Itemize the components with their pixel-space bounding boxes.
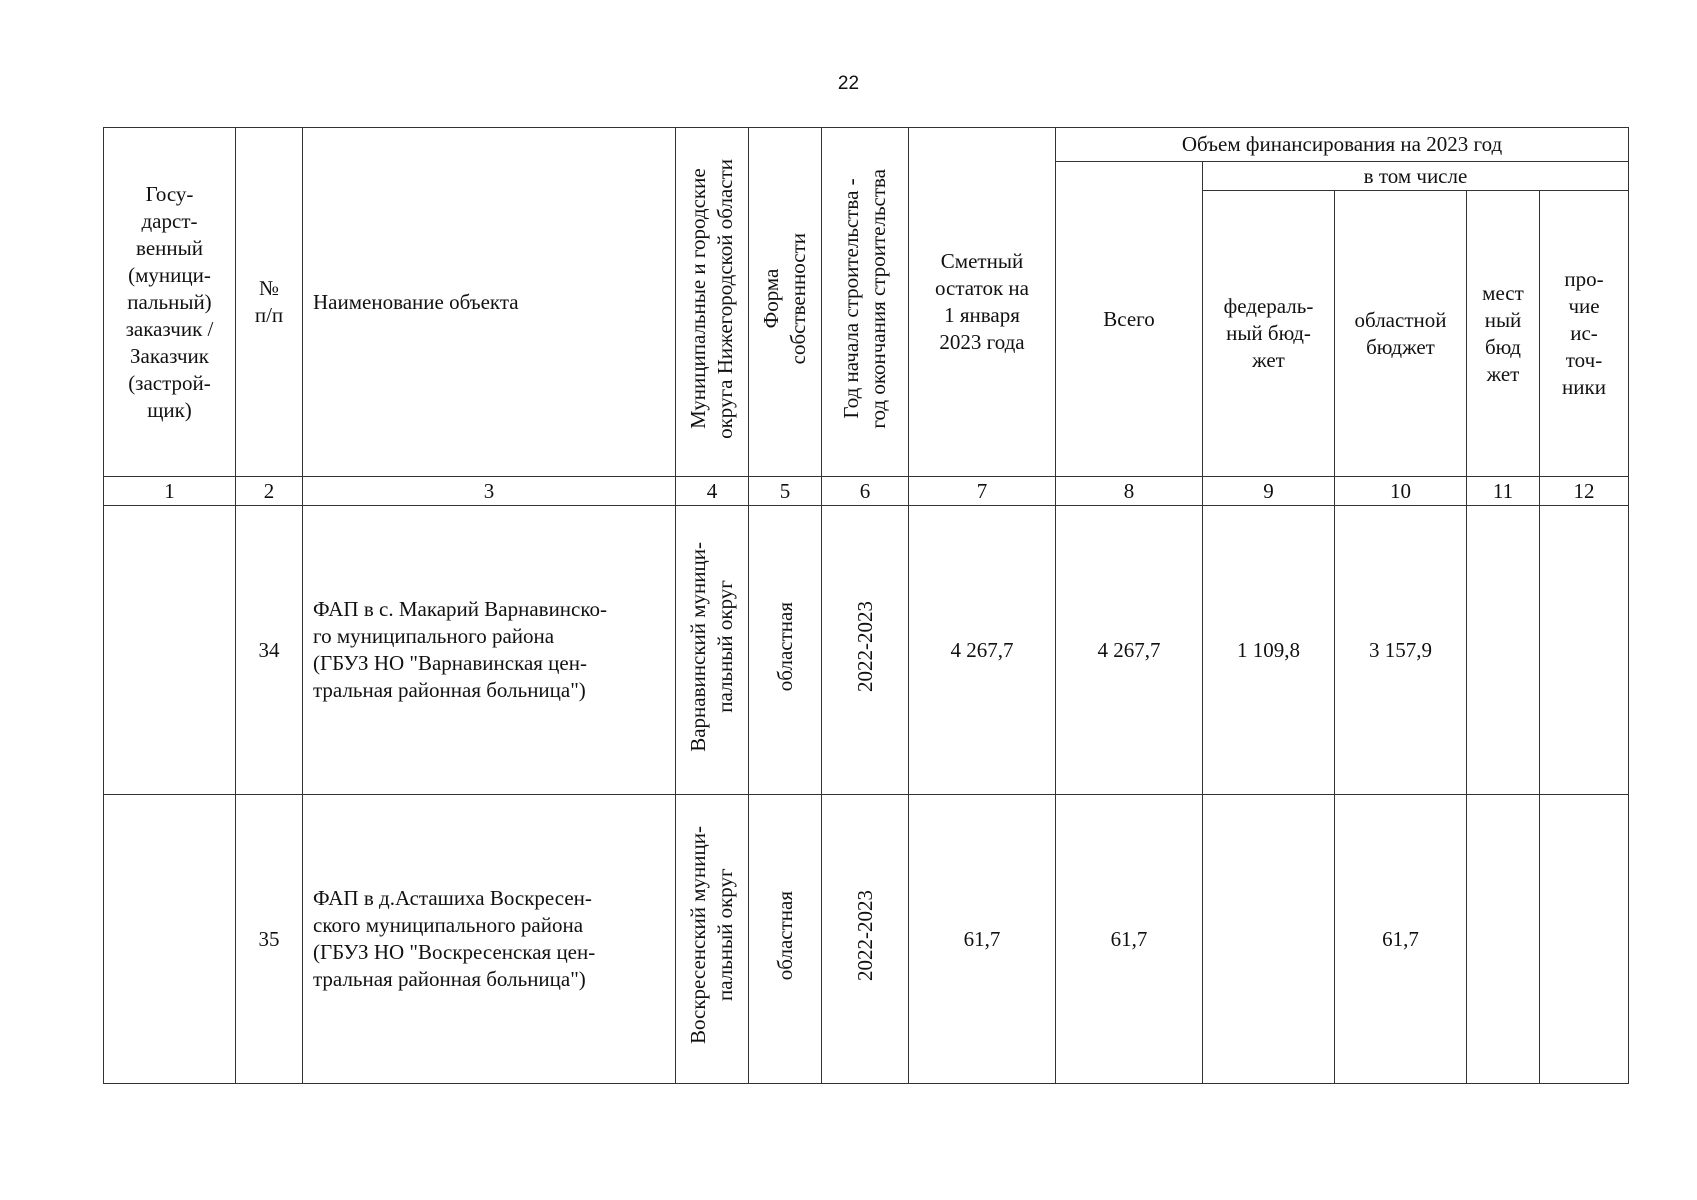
header-number: № п/п xyxy=(236,128,303,477)
cell-ownership: областная xyxy=(749,506,822,795)
column-number: 3 xyxy=(303,477,676,506)
table-row xyxy=(104,506,1629,795)
page-number: 22 xyxy=(837,73,860,94)
column-number: 6 xyxy=(822,477,909,506)
header-federal-budget: федераль- ный бюд- жет xyxy=(1203,191,1335,477)
header-row-1 xyxy=(104,128,1629,162)
cell-ownership: областная xyxy=(749,795,822,1084)
header-including: в том числе xyxy=(1203,162,1629,191)
financing-table xyxy=(103,127,1629,1084)
header-local-budget: мест ный бюд жет xyxy=(1467,191,1540,477)
column-numbers-row xyxy=(104,477,1629,506)
column-number: 12 xyxy=(1540,477,1629,506)
header-ownership: Форма собственности xyxy=(749,128,822,477)
cell-district: Варнавинский муници- пальный округ xyxy=(676,506,749,795)
column-number: 10 xyxy=(1335,477,1467,506)
column-number: 8 xyxy=(1056,477,1203,506)
cell-years: 2022-2023 xyxy=(822,795,909,1084)
column-number: 7 xyxy=(909,477,1056,506)
column-number: 1 xyxy=(104,477,236,506)
cell-local xyxy=(1467,506,1540,795)
header-regional-budget: областной бюджет xyxy=(1335,191,1467,477)
cell-customer xyxy=(104,795,236,1084)
header-customer: Госу- дарст- венный (муници- пальный) заказчик / Заказчик (застрой- щик) xyxy=(104,128,236,477)
cell-number: 34 xyxy=(236,506,303,795)
header-other-sources: про- чие ис- точ- ники xyxy=(1540,191,1629,477)
cell-other xyxy=(1540,795,1629,1084)
cell-federal: 1 109,8 xyxy=(1203,506,1335,795)
column-number: 4 xyxy=(676,477,749,506)
cell-total: 61,7 xyxy=(1056,795,1203,1084)
header-total: Всего xyxy=(1056,162,1203,477)
header-financing: Объем финансирования на 2023 год xyxy=(1056,128,1629,162)
cell-remainder: 4 267,7 xyxy=(909,506,1056,795)
cell-regional: 61,7 xyxy=(1335,795,1467,1084)
table-row xyxy=(104,795,1629,1084)
header-estimated-remainder: Сметный остаток на 1 января 2023 года xyxy=(909,128,1056,477)
column-number: 11 xyxy=(1467,477,1540,506)
header-district: Муниципальные и городские округа Нижегородской области xyxy=(676,128,749,477)
cell-regional: 3 157,9 xyxy=(1335,506,1467,795)
cell-object-name: ФАП в с. Макарий Варнавинско- го муниципального района (ГБУЗ НО "Варнавинская цен- тральная районная больница") xyxy=(303,506,676,795)
column-number: 5 xyxy=(749,477,822,506)
cell-federal xyxy=(1203,795,1335,1084)
cell-district: Воскресенский муници- пальный округ xyxy=(676,795,749,1084)
cell-local xyxy=(1467,795,1540,1084)
header-years: Год начала строительства - год окончания строительства xyxy=(822,128,909,477)
header-object-name: Наименование объекта xyxy=(303,128,676,477)
cell-number: 35 xyxy=(236,795,303,1084)
column-number: 2 xyxy=(236,477,303,506)
cell-years: 2022-2023 xyxy=(822,506,909,795)
cell-total: 4 267,7 xyxy=(1056,506,1203,795)
cell-object-name: ФАП в д.Асташиха Воскресен- ского муниципального района (ГБУЗ НО "Воскресенская цен- тральная районная больница") xyxy=(303,795,676,1084)
cell-other xyxy=(1540,506,1629,795)
cell-remainder: 61,7 xyxy=(909,795,1056,1084)
cell-customer xyxy=(104,506,236,795)
column-number: 9 xyxy=(1203,477,1335,506)
